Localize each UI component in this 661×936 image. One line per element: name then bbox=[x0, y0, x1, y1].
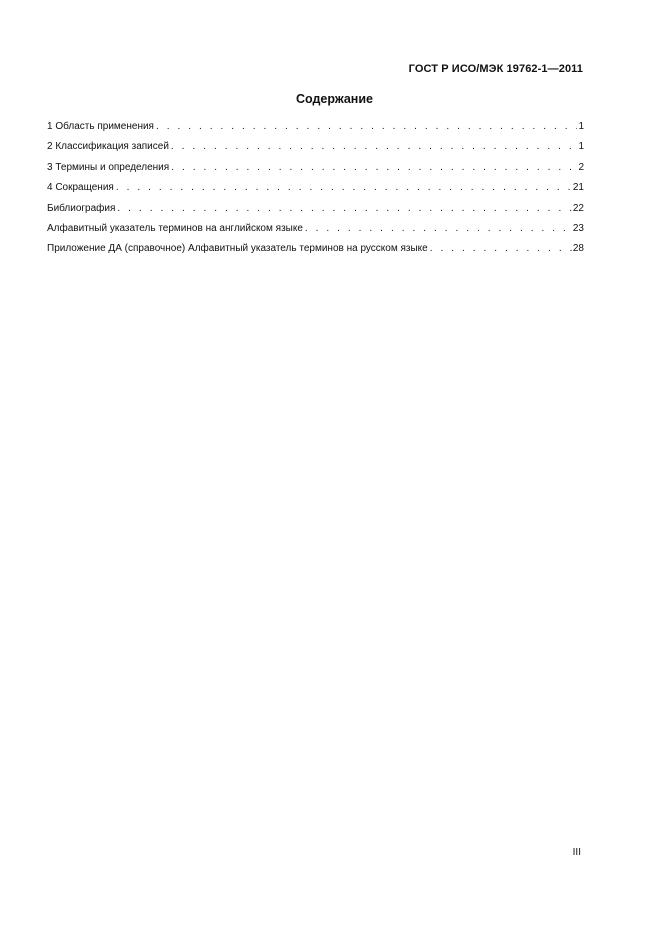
page-number: III bbox=[572, 847, 581, 858]
toc-entry-page: 1 bbox=[578, 121, 584, 132]
toc-entry-text: Библиография bbox=[47, 202, 116, 214]
toc-entry-text: 4 Сокращения bbox=[47, 182, 114, 194]
toc-entry-text: 3 Термины и определения bbox=[47, 161, 170, 173]
toc-entry[interactable] bbox=[47, 223, 584, 243]
toc-entry-page: 23 bbox=[572, 222, 584, 234]
toc-entry-text: Приложение ДА (справочное) Алфавитный указатель терминов на русском языке bbox=[47, 243, 428, 255]
toc-leader-dots bbox=[171, 141, 578, 153]
toc-entry[interactable] bbox=[47, 243, 584, 263]
toc-entry-text: 2 Классификация записей bbox=[47, 141, 169, 153]
toc-leader-dots bbox=[171, 162, 577, 174]
toc-entry-page: 1 bbox=[578, 141, 584, 153]
toc-entry-page: 2 bbox=[578, 161, 584, 173]
toc-entry[interactable] bbox=[47, 121, 584, 141]
toc-leader-dots bbox=[116, 182, 572, 194]
table-of-contents bbox=[47, 121, 584, 264]
toc-entry-text: Алфавитный указатель терминов на английском языке bbox=[47, 222, 303, 234]
toc-title: Содержание bbox=[295, 92, 373, 106]
toc-leader-dots bbox=[156, 121, 577, 133]
toc-entry-page: 21 bbox=[572, 182, 584, 194]
toc-entry-page: 28 bbox=[572, 243, 584, 255]
toc-entry[interactable] bbox=[47, 162, 584, 182]
toc-entry[interactable] bbox=[47, 141, 584, 161]
toc-entry[interactable] bbox=[47, 182, 584, 202]
toc-entry-page: 22 bbox=[572, 202, 584, 214]
toc-entry-text: 1 Область применения bbox=[47, 121, 154, 132]
toc-entry[interactable] bbox=[47, 203, 584, 223]
document-standard-code: ГОСТ Р ИСО/МЭК 19762-1—2011 bbox=[408, 63, 583, 75]
toc-leader-dots bbox=[305, 223, 572, 235]
toc-leader-dots bbox=[117, 203, 571, 215]
toc-leader-dots bbox=[430, 243, 572, 255]
